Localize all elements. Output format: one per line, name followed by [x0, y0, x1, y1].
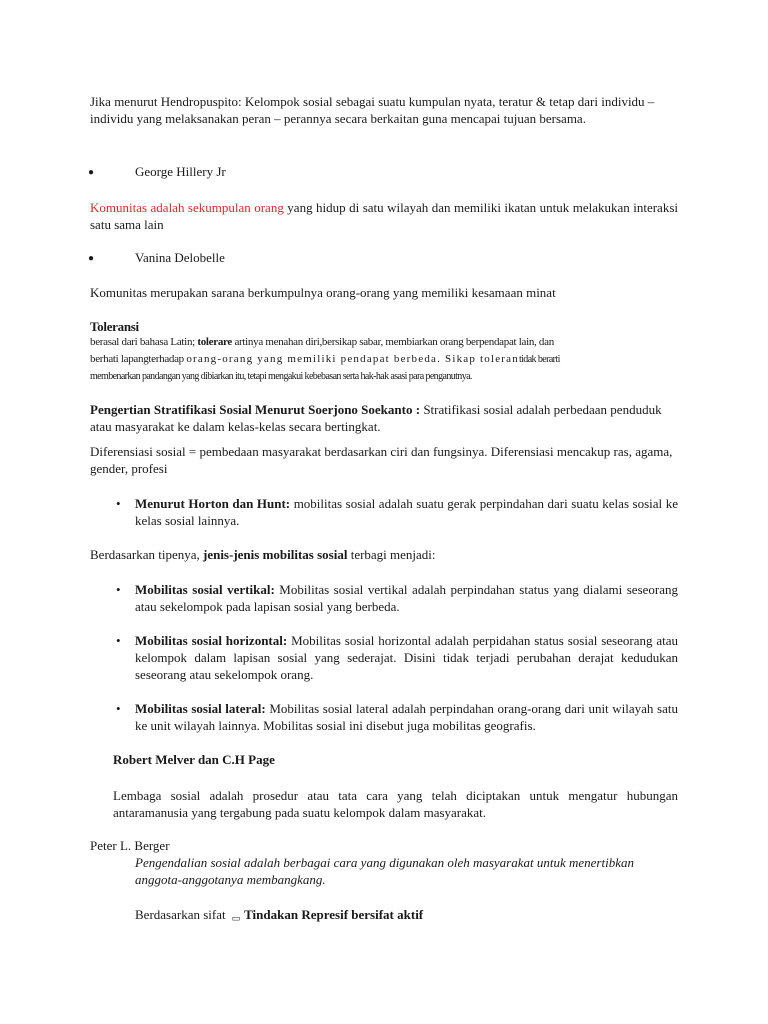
bullet-dot-icon: • [116, 633, 121, 648]
bullet-mobilitas-horizontal: Mobilitas sosial horizontal: Mobilitas sosial horizontal adalah perpidahan status sosial seseorang atau kelompok dalam lapisan sosial yang sederajat. Disini tidak terjadi perubahan derajat kedudukan seseorang atau sekelompok orang. [135, 633, 678, 682]
bullet-dot-icon: ● [88, 167, 95, 178]
paragraph-komunitas-rest: yang hidup di satu wilayah dan memiliki ikatan untuk melakukan interaksi satu sama lain [90, 200, 678, 232]
paragraph-komunitas-minat: Komunitas merupakan sarana berkumpulnya orang-orang yang memiliki kesamaan minat [90, 285, 556, 300]
paragraph-stratifikasi: Pengertian Stratifikasi Sosial Menurut Soerjono Soekanto : Stratifikasi sosial adalah perbedaan penduduk atau masyarakat ke dalam kelas-kelas secara bertingkat. [90, 402, 662, 434]
toleransi-line-1: berasal dari bahasa Latin; tolerare artinya menahan diri,bersikap sabar, membiarkan orang berpendapat lain, dan [90, 336, 554, 348]
paragraph-lembaga-sosial: Lembaga sosial adalah prosedur atau tata cara yang telah diciptakan untuk mengatur hubungan antaramanusia yang tergabung pada suatu kelompok dalam masyarakat. [113, 788, 678, 820]
heading-melver-page: Robert Melver dan C.H Page [113, 752, 275, 767]
quote-pengendalian-sosial: Pengendalian sosial adalah berbagai cara yang digunakan oleh masyarakat untuk menertibkan anggota-anggotanya membangkang. [135, 855, 634, 887]
bullet-mobilitas-vertikal: Mobilitas sosial vertikal: Mobilitas sosial vertikal adalah perpindahan status yang dialami seseorang atau sekelompok pada lapisan sosial yang berbeda. [135, 582, 679, 614]
bullet-horton-hunt: Menurut Horton dan Hunt: mobilitas sosial adalah suatu gerak perpindahan dari suatu kelas sosial ke kelas sosial lainnya. [135, 496, 678, 528]
bullet-mobilitas-lateral: Mobilitas sosial lateral: Mobilitas sosial lateral adalah perpindahan orang-orang dari unit wilayah satu ke unit wilayah lainnya. Mobilitas sosial ini disebut juga mobilitas geografis. [135, 701, 678, 733]
toleransi-line-2: berhati lapangterhadap orang-orang yang memiliki pendapat berbeda. Sikap tolerantidak berarti [90, 353, 560, 365]
bullet-vanina-delobelle: Vanina Delobelle [135, 250, 225, 265]
paragraph-diferensiasi: Diferensiasi sosial = pembedaan masyarakat berdasarkan ciri dan fungsinya. Diferensiasi mencakup ras, agama, gender, profesi [90, 444, 673, 476]
arrow-glyph-icon: ▭ [231, 913, 241, 923]
paragraph-hendropuspito: Jika menurut Hendropuspito: Kelompok sosial sebagai suatu kumpulan nyata, teratur & tetap dari individu – individu yang melaksanakan peran – perannya secara berkaitan guna mencapai tujuan bersama. [90, 94, 655, 126]
paragraph-berdasarkan-sifat: Berdasarkan sifat ▭ Tindakan Represif bersifat aktif [135, 907, 424, 923]
bullet-dot-icon: • [116, 701, 121, 716]
heading-peter-berger: Peter L. Berger [90, 838, 170, 853]
bullet-george-hillery: George Hillery Jr [135, 164, 226, 179]
bullet-dot-icon: • [116, 496, 121, 511]
bullet-dot-icon: • [116, 582, 121, 597]
bullet-dot-icon: ● [88, 253, 95, 264]
paragraph-jenis-mobilitas: Berdasarkan tipenya, jenis-jenis mobilitas sosial terbagi menjadi: [90, 547, 436, 562]
paragraph-komunitas [90, 199, 678, 233]
highlighted-phrase: Komunitas adalah sekumpulan orang [90, 200, 284, 215]
heading-toleransi: Toleransi [90, 319, 139, 334]
toleransi-line-3: membenarkan pandangan yang dibiarkan itu, tetapi mengakui kebebasan serta hak-hak asasi para penganutnya. [90, 371, 472, 382]
